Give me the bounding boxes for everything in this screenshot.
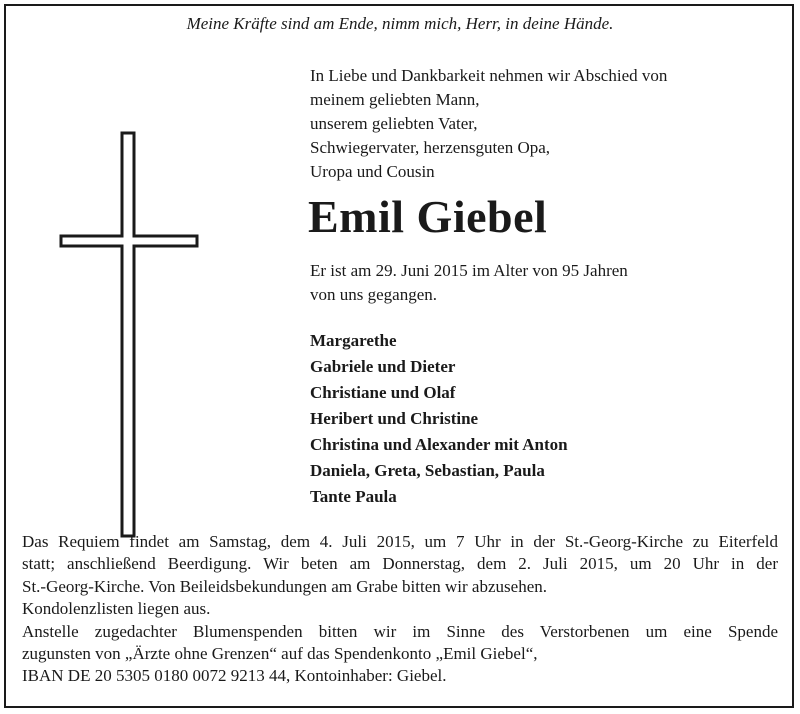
mourner-entry: Heribert und Christine: [310, 409, 479, 428]
notice-line: zugunsten von „Ärzte ohne Grenzen“ auf das Spendenkonto „Emil Giebel“,: [22, 644, 538, 664]
closing-notice: [22, 531, 778, 688]
notice-line: Anstelle zugedachter Blumenspenden bitten wir im Sinne des Verstorbenen um eine Spende: [22, 621, 778, 641]
mourner-entry: Christiane und Olaf: [310, 383, 456, 402]
passing-line: Er ist am 29. Juni 2015 im Alter von 95 Jahren: [310, 261, 628, 280]
notice-line: Das Requiem findet am Samstag, dem 4. Juli 2015, um 7 Uhr in der St.-Georg-Kirche zu Eiterfeld: [22, 532, 778, 551]
cross-icon: [58, 130, 202, 540]
mourners-list: [310, 328, 780, 510]
mourner-entry: Margarethe: [310, 331, 397, 350]
intro-line: In Liebe und Dankbarkeit nehmen wir Abschied von: [310, 66, 668, 85]
passing-line: von uns gegangen.: [310, 285, 438, 304]
notice-line: St.-Georg-Kirche. Von Beileidsbekundungen am Grabe bitten wir abzusehen.: [22, 576, 547, 596]
mourner-entry: Christina und Alexander mit Anton: [310, 435, 568, 454]
notice-line: Kondolenzlisten liegen aus.: [22, 599, 211, 619]
passing-text: [310, 259, 780, 307]
intro-line: unserem geliebten Vater,: [310, 114, 478, 133]
mourner-entry: Daniela, Greta, Sebastian, Paula: [310, 461, 545, 480]
motto-verse: Meine Kräfte sind am Ende, nimm mich, Herr, in deine Hände.: [186, 14, 614, 33]
mourner-entry: Tante Paula: [310, 487, 397, 506]
intro-text: [310, 64, 780, 184]
notice-line: statt; anschließend Beerdigung. Wir beten am Donnerstag, dem 2. Juli 2015, um 20 Uhr in der: [22, 554, 778, 574]
intro-line: meinem geliebten Mann,: [310, 90, 480, 109]
deceased-name: Emil Giebel: [308, 191, 548, 242]
intro-line: Uropa und Cousin: [310, 162, 435, 181]
notice-line: IBAN DE 20 5305 0180 0072 9213 44, Kontoinhaber: Giebel.: [22, 666, 447, 686]
mourner-entry: Gabriele und Dieter: [310, 357, 456, 376]
intro-line: Schwiegervater, herzensguten Opa,: [310, 138, 551, 157]
